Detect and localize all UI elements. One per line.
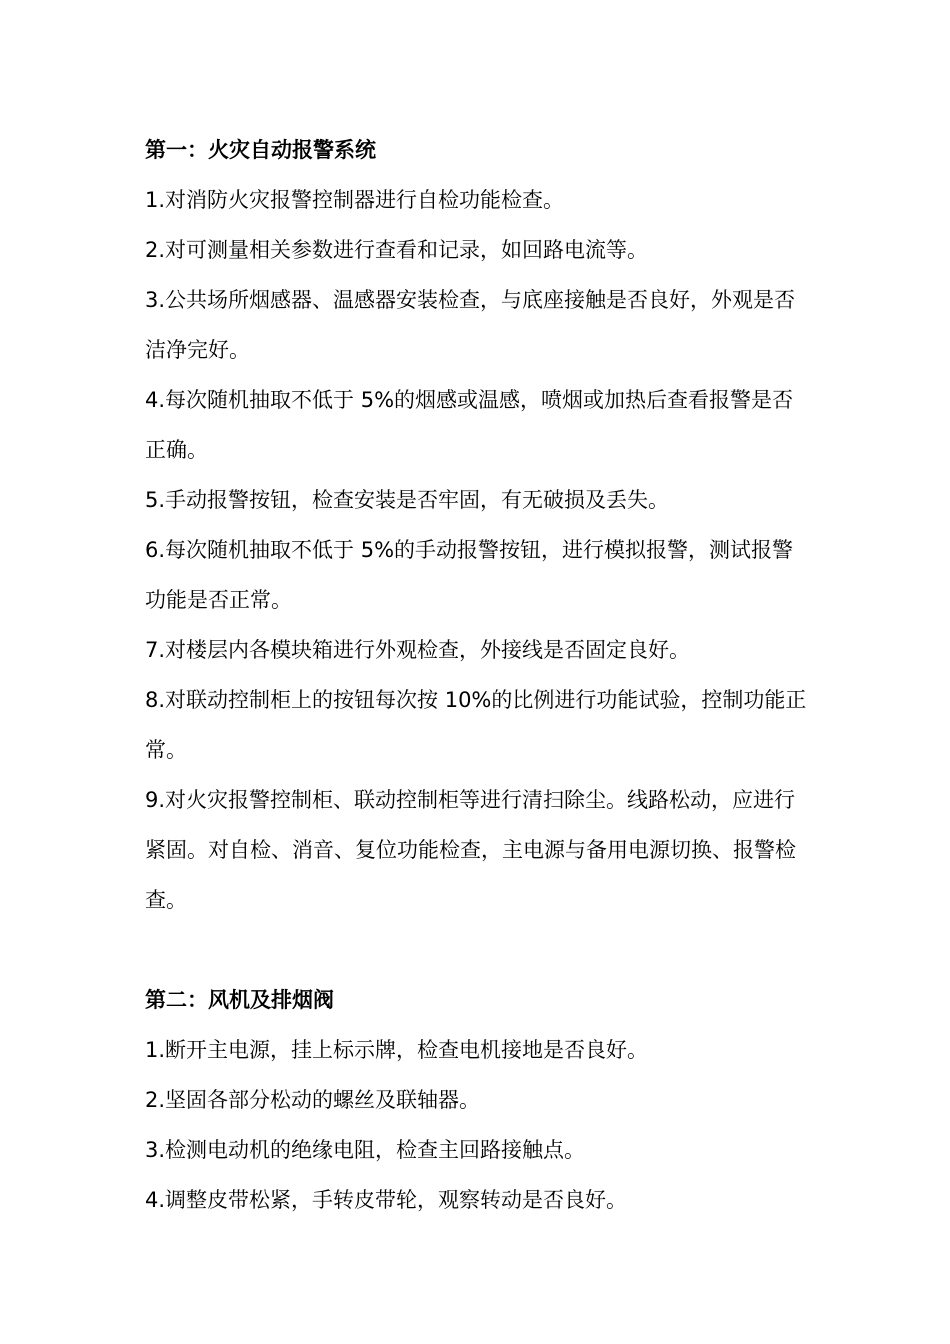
section-fire-alarm-system (145, 125, 810, 925)
list-item: 2.对可测量相关参数进行查看和记录，如回路电流等。 (145, 238, 649, 262)
list-item: 9.对火灾报警控制柜、联动控制柜等进行清扫除尘。线路松动，应进行紧固。对自检、消音、复位功能检查，主电源与备用电源切换、报警检查。 (145, 788, 796, 912)
section-fan-and-smoke-valve (145, 975, 810, 1225)
list-item: 1.对消防火灾报警控制器进行自检功能检查。 (145, 188, 565, 212)
list-item: 3.公共场所烟感器、温感器安装检查，与底座接触是否良好，外观是否洁净完好。 (145, 288, 796, 362)
list-item: 3.检测电动机的绝缘电阻，检查主回路接触点。 (145, 1138, 586, 1162)
list-item: 8.对联动控制柜上的按钮每次按 10%的比例进行功能试验，控制功能正常。 (145, 688, 807, 762)
list-item: 2.坚固各部分松动的螺丝及联轴器。 (145, 1088, 481, 1112)
section-heading: 第二：风机及排烟阀 (145, 988, 334, 1012)
list-item: 6.每次随机抽取不低于 5%的手动报警按钮，进行模拟报警，测试报警功能是否正常。 (145, 538, 794, 612)
list-item: 4.每次随机抽取不低于 5%的烟感或温感，喷烟或加热后查看报警是否正确。 (145, 388, 794, 462)
list-item: 4.调整皮带松紧，手转皮带轮，观察转动是否良好。 (145, 1188, 628, 1212)
list-item: 5.手动报警按钮，检查安装是否牢固，有无破损及丢失。 (145, 488, 670, 512)
list-item: 7.对楼层内各模块箱进行外观检查，外接线是否固定良好。 (145, 638, 691, 662)
section-heading: 第一：火灾自动报警系统 (145, 138, 376, 162)
document-content (145, 125, 810, 1225)
list-item: 1.断开主电源，挂上标示牌，检查电机接地是否良好。 (145, 1038, 649, 1062)
